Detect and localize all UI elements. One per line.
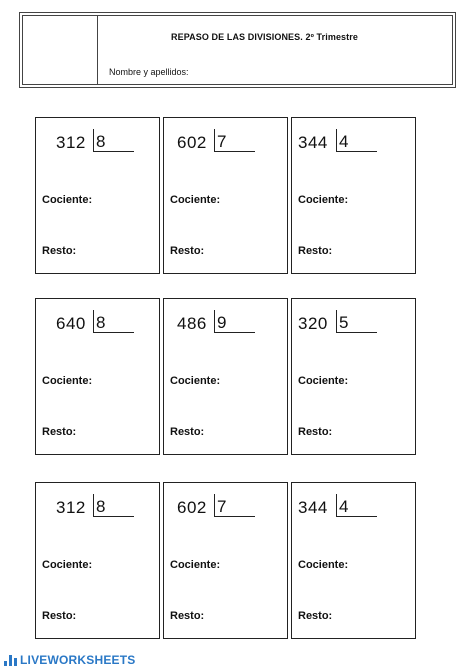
division-bracket bbox=[93, 494, 134, 517]
divisor: 8 bbox=[96, 313, 106, 332]
dividend: 640 bbox=[56, 314, 86, 333]
quotient-label: Cociente: bbox=[298, 559, 349, 571]
quotient-label: Cociente: bbox=[170, 194, 221, 206]
division-bracket bbox=[214, 494, 255, 517]
division-card-7 bbox=[35, 482, 160, 639]
liveworksheets-footer bbox=[4, 652, 135, 668]
divisor: 4 bbox=[339, 497, 349, 516]
liveworksheets-brand[interactable]: LIVEWORKSHEETS bbox=[20, 653, 136, 667]
quotient-label: Cociente: bbox=[298, 194, 349, 206]
division-bracket bbox=[93, 310, 134, 333]
division-bracket bbox=[214, 129, 255, 152]
quotient-label: Cociente: bbox=[170, 559, 221, 571]
division-card-6 bbox=[291, 298, 416, 455]
remainder-label: Resto: bbox=[170, 610, 205, 622]
remainder-label: Resto: bbox=[42, 610, 77, 622]
remainder-label: Resto: bbox=[298, 426, 333, 438]
dividend: 312 bbox=[56, 133, 86, 152]
dividend: 486 bbox=[177, 314, 207, 333]
remainder-label: Resto: bbox=[42, 426, 77, 438]
quotient-label: Cociente: bbox=[42, 559, 93, 571]
dividend: 344 bbox=[298, 498, 328, 517]
division-bracket bbox=[336, 129, 377, 152]
division-card-3 bbox=[291, 117, 416, 274]
division-card-9 bbox=[291, 482, 416, 639]
division-card-4 bbox=[35, 298, 160, 455]
quotient-label: Cociente: bbox=[298, 375, 349, 387]
divisor: 9 bbox=[217, 313, 227, 332]
division-card-2 bbox=[163, 117, 288, 274]
divisor: 8 bbox=[96, 497, 106, 516]
division-bracket bbox=[214, 310, 255, 333]
dividend: 602 bbox=[177, 133, 207, 152]
remainder-label: Resto: bbox=[298, 245, 333, 257]
worksheet-title: REPASO DE LAS DIVISIONES. 2º Trimestre bbox=[171, 32, 358, 42]
remainder-label: Resto: bbox=[170, 426, 205, 438]
dividend: 312 bbox=[56, 498, 86, 517]
remainder-label: Resto: bbox=[298, 610, 333, 622]
division-card-8 bbox=[163, 482, 288, 639]
quotient-label: Cociente: bbox=[42, 375, 93, 387]
header-frame bbox=[22, 15, 453, 85]
dividend: 344 bbox=[298, 133, 328, 152]
divisor: 7 bbox=[217, 497, 227, 516]
divisor: 4 bbox=[339, 132, 349, 151]
header-logo-box bbox=[23, 16, 98, 84]
division-bracket bbox=[336, 310, 377, 333]
division-bracket bbox=[93, 129, 134, 152]
dividend: 602 bbox=[177, 498, 207, 517]
division-bracket bbox=[336, 494, 377, 517]
name-field-label: Nombre y apellidos: bbox=[109, 67, 189, 77]
remainder-label: Resto: bbox=[42, 245, 77, 257]
quotient-label: Cociente: bbox=[42, 194, 93, 206]
dividend: 320 bbox=[298, 314, 328, 333]
divisor: 8 bbox=[96, 132, 106, 151]
liveworksheets-logo-icon bbox=[4, 655, 17, 666]
divisor: 5 bbox=[339, 313, 349, 332]
quotient-label: Cociente: bbox=[170, 375, 221, 387]
worksheet-header bbox=[19, 12, 456, 88]
division-card-1 bbox=[35, 117, 160, 274]
divisor: 7 bbox=[217, 132, 227, 151]
division-card-5 bbox=[163, 298, 288, 455]
remainder-label: Resto: bbox=[170, 245, 205, 257]
